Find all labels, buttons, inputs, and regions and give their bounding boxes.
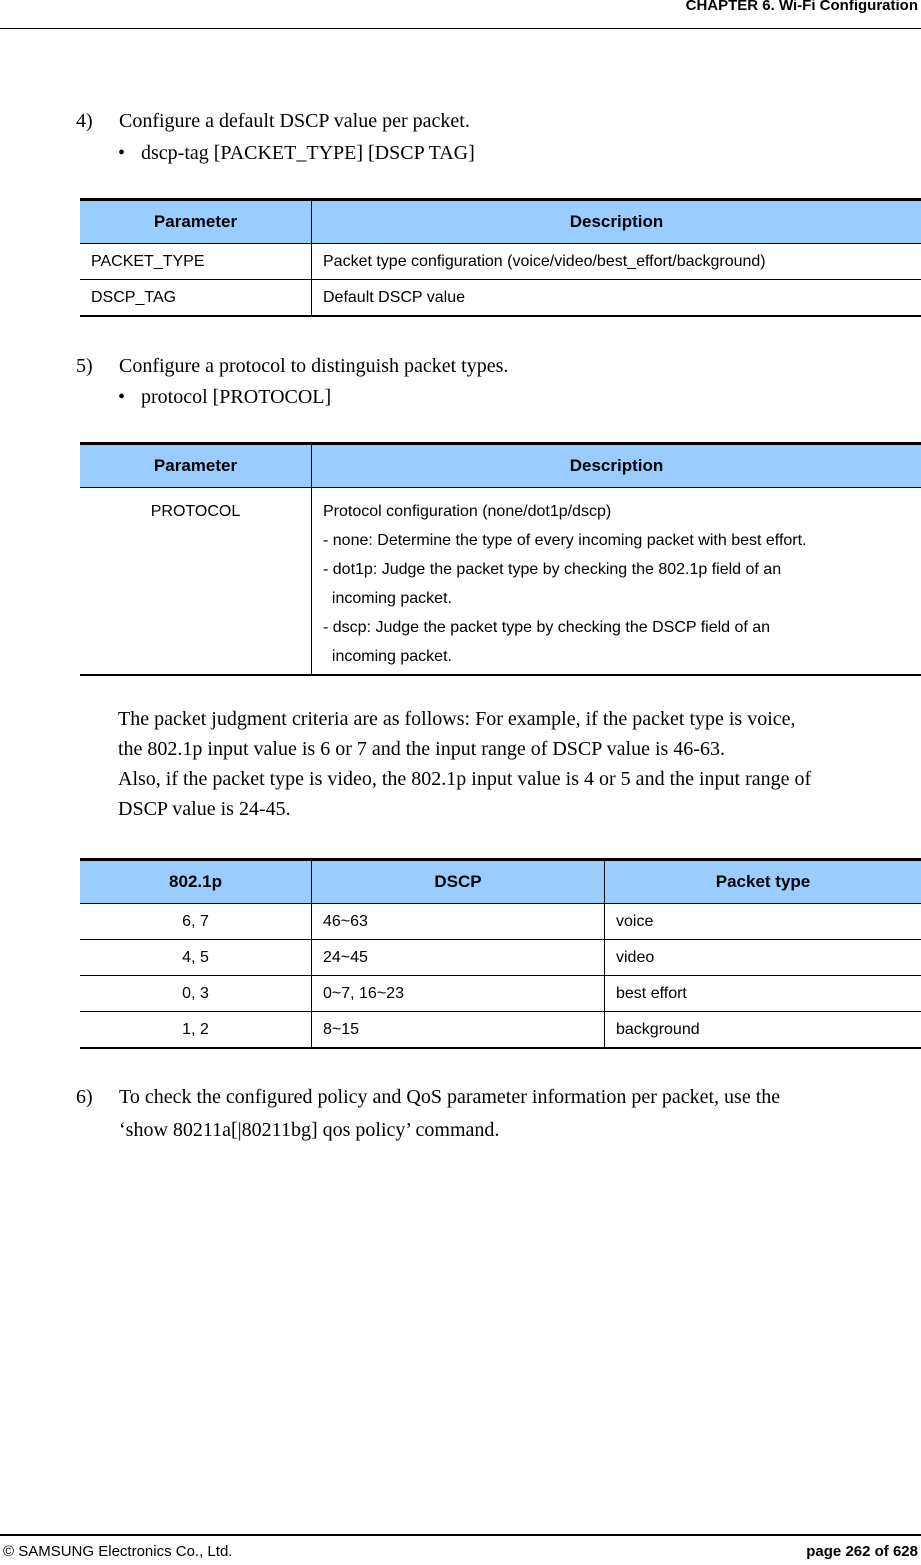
table-cell: DSCP_TAG	[80, 280, 312, 317]
packet-type-table	[80, 858, 921, 1049]
chapter-title: CHAPTER 6. Wi-Fi Configuration	[685, 0, 918, 14]
table-cell: 8~15	[312, 1012, 605, 1049]
table-cell: PROTOCOL	[80, 488, 312, 676]
table-cell: Default DSCP value	[312, 280, 921, 317]
paragraph-line: DSCP value is 24-45.	[118, 798, 291, 820]
table-cell: PACKET_TYPE	[80, 244, 312, 280]
step-number: 5)	[76, 355, 93, 377]
step-text-line: ‘show 80211a[|80211bg] qos policy’ command.	[119, 1119, 500, 1141]
table-cell: 1, 2	[80, 1012, 312, 1049]
step-text: Configure a protocol to distinguish packet types.	[119, 355, 509, 377]
page-header	[0, 0, 921, 29]
table-cell: voice	[605, 904, 921, 940]
step-6	[76, 1082, 921, 1146]
bullet-icon: •	[118, 142, 126, 164]
table-cell: 0, 3	[80, 976, 312, 1012]
table-cell: best effort	[605, 976, 921, 1012]
step-number: 4)	[76, 110, 93, 132]
parameter-table-dscp-tag	[80, 198, 921, 317]
column-header: Description	[312, 444, 921, 488]
description-line: incoming packet.	[323, 590, 452, 607]
column-header: Parameter	[80, 444, 312, 488]
parameter-table-protocol	[80, 442, 921, 676]
footer-copyright: © SAMSUNG Electronics Co., Ltd.	[3, 1543, 233, 1560]
table-row	[80, 280, 921, 317]
table-cell: video	[605, 940, 921, 976]
table-cell: 0~7, 16~23	[312, 976, 605, 1012]
page-number: page 262 of 628	[806, 1543, 918, 1560]
table-cell: 6, 7	[80, 904, 312, 940]
table-row	[80, 976, 921, 1012]
paragraph-line: Also, if the packet type is video, the 802.1p input value is 4 or 5 and the input range of	[118, 768, 812, 790]
step-text: Configure a default DSCP value per packet.	[119, 110, 470, 132]
description-cell	[312, 488, 921, 676]
table-row	[80, 1012, 921, 1049]
table-cell: Packet type configuration (voice/video/best_effort/background)	[312, 244, 921, 280]
column-header: 802.1p	[80, 860, 312, 904]
footer-rule	[0, 1534, 921, 1536]
column-header: Parameter	[80, 200, 312, 244]
paragraph-line: The packet judgment criteria are as follows: For example, if the packet type is voice,	[118, 708, 796, 730]
table-row	[80, 904, 921, 940]
description-line: - dscp: Judge the packet type by checking the DSCP field of an	[323, 619, 771, 636]
criteria-paragraph	[118, 704, 918, 824]
description-line: incoming packet.	[323, 648, 452, 665]
table-cell: 4, 5	[80, 940, 312, 976]
table-row	[80, 488, 921, 676]
command-text: protocol [PROTOCOL]	[141, 386, 332, 408]
command-text: dscp-tag [PACKET_TYPE] [DSCP TAG]	[141, 142, 475, 164]
table-cell: 46~63	[312, 904, 605, 940]
column-header: DSCP	[312, 860, 605, 904]
table-row	[80, 244, 921, 280]
paragraph-line: the 802.1p input value is 6 or 7 and the input range of DSCP value is 46-63.	[118, 738, 725, 760]
command-bullet	[118, 139, 475, 167]
description-line: - none: Determine the type of every incoming packet with best effort.	[323, 532, 807, 549]
description-line: - dot1p: Judge the packet type by checking the 802.1p field of an	[323, 561, 782, 578]
step-text-line: To check the configured policy and QoS parameter information per packet, use the	[119, 1086, 781, 1108]
column-header: Description	[312, 200, 921, 244]
table-row	[80, 940, 921, 976]
step-number: 6)	[76, 1086, 93, 1108]
table-cell: background	[605, 1012, 921, 1049]
description-line: Protocol configuration (none/dot1p/dscp)	[323, 503, 612, 520]
command-bullet	[118, 383, 331, 411]
column-header: Packet type	[605, 860, 921, 904]
table-cell: 24~45	[312, 940, 605, 976]
bullet-icon: •	[118, 386, 126, 408]
